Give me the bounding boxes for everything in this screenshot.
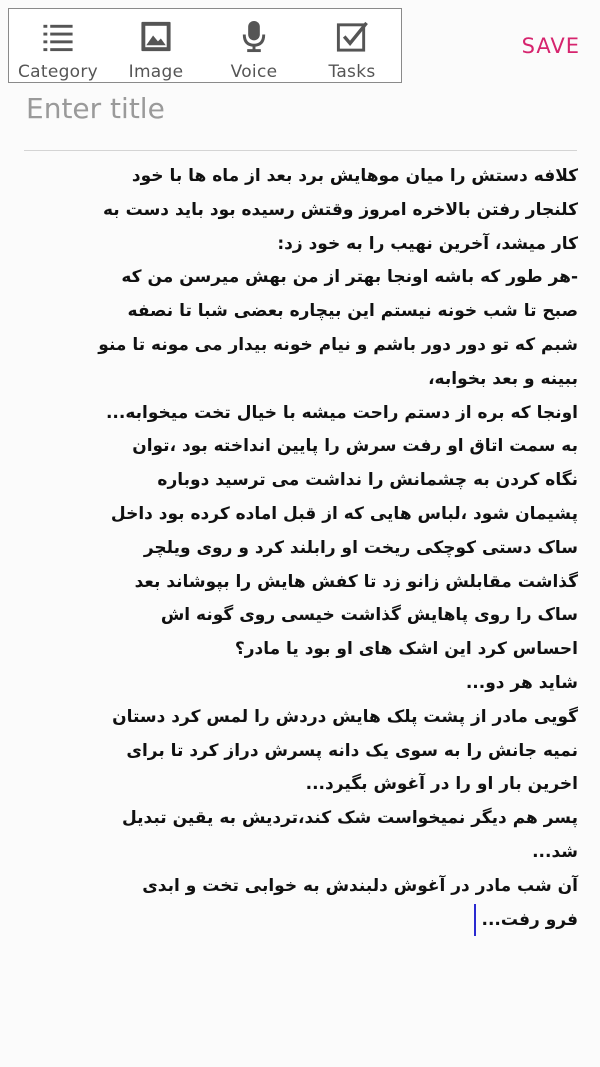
title-input[interactable] — [24, 86, 580, 130]
tasks-label: Tasks — [328, 62, 376, 82]
body-line: احساس کرد این اشک های او بود یا مادر؟ — [234, 639, 578, 660]
tasks-button[interactable] — [303, 9, 401, 82]
text-cursor — [474, 904, 476, 936]
body-line: به سمت اتاق او رفت سرش را پایین انداخته بود ،توان — [132, 436, 578, 457]
list-icon — [40, 19, 76, 54]
body-line: صبح تا شب خونه نیستم این بیچاره بعضی شبا تا نصفه — [127, 301, 578, 322]
body-line: ساک دستی کوچکی ریخت او رابلند کرد و روی ویلچر — [143, 537, 578, 558]
voice-button[interactable] — [205, 9, 303, 82]
microphone-icon — [236, 19, 272, 54]
save-button[interactable]: SAVE — [521, 34, 580, 58]
body-line-text: فرو رفت... — [481, 909, 578, 930]
body-line: کلنجار رفتن بالاخره امروز وقتش رسیده بود باید دست به — [102, 199, 578, 220]
voice-label: Voice — [230, 62, 278, 82]
body-line: شبم که تو دور دور باشم و نیام خونه بیدار می مونه تا منو — [98, 334, 578, 355]
body-line: ببینه و بعد بخوابه، — [428, 368, 578, 389]
body-line: نگاه کردن به چشمانش را نداشت می ترسید دوباره — [157, 470, 578, 491]
body-line: اخرین بار او را در آغوش بگیرد... — [305, 774, 578, 795]
body-line: اونجا که بره از دستم راحت میشه با خیال تخت میخوابه... — [105, 402, 578, 423]
body-line: ساک را روی پاهایش گذاشت خیسی روی گونه اش — [160, 605, 578, 626]
attachment-toolbar — [8, 8, 402, 83]
body-line: کار میشد، آخرین نهیب را به خود زد: — [277, 233, 578, 254]
body-line: پسر هم دیگر نمیخواست شک کند،تردیش به یقین تبدیل — [121, 808, 578, 829]
body-line: گذاشت مقابلش زانو زد تا کفش هایش را بپوشاند بعد — [134, 571, 578, 592]
body-line: شد... — [532, 841, 578, 862]
body-line-last — [24, 904, 578, 938]
note-body-editor[interactable] — [24, 160, 578, 937]
body-line: -هر طور که باشه اونجا بهتر از من بهش میرسن من که — [121, 267, 578, 288]
body-line: پشیمان شود ،لباس هایی که از قبل اماده کرده بود داخل — [110, 503, 578, 524]
title-divider — [24, 150, 577, 151]
category-label: Category — [17, 62, 99, 82]
body-line: آن شب مادر در آغوش دلبندش به خوابی تخت و ابدی — [142, 875, 578, 896]
image-icon — [138, 19, 174, 54]
body-line: نمیه جانش را به سوی یک دانه پسرش دراز کرد تا برای — [126, 740, 578, 761]
image-button[interactable] — [107, 9, 205, 82]
body-line: شاید هر دو... — [465, 672, 578, 693]
category-button[interactable] — [9, 9, 107, 82]
body-line: گویی مادر از پشت پلک هایش دردش را لمس کرد دستان — [112, 706, 578, 727]
checkbox-icon — [334, 19, 370, 54]
image-label: Image — [128, 62, 184, 82]
body-line: کلافه دستش را میان موهایش برد بعد از ماه ها با خود — [131, 166, 578, 186]
